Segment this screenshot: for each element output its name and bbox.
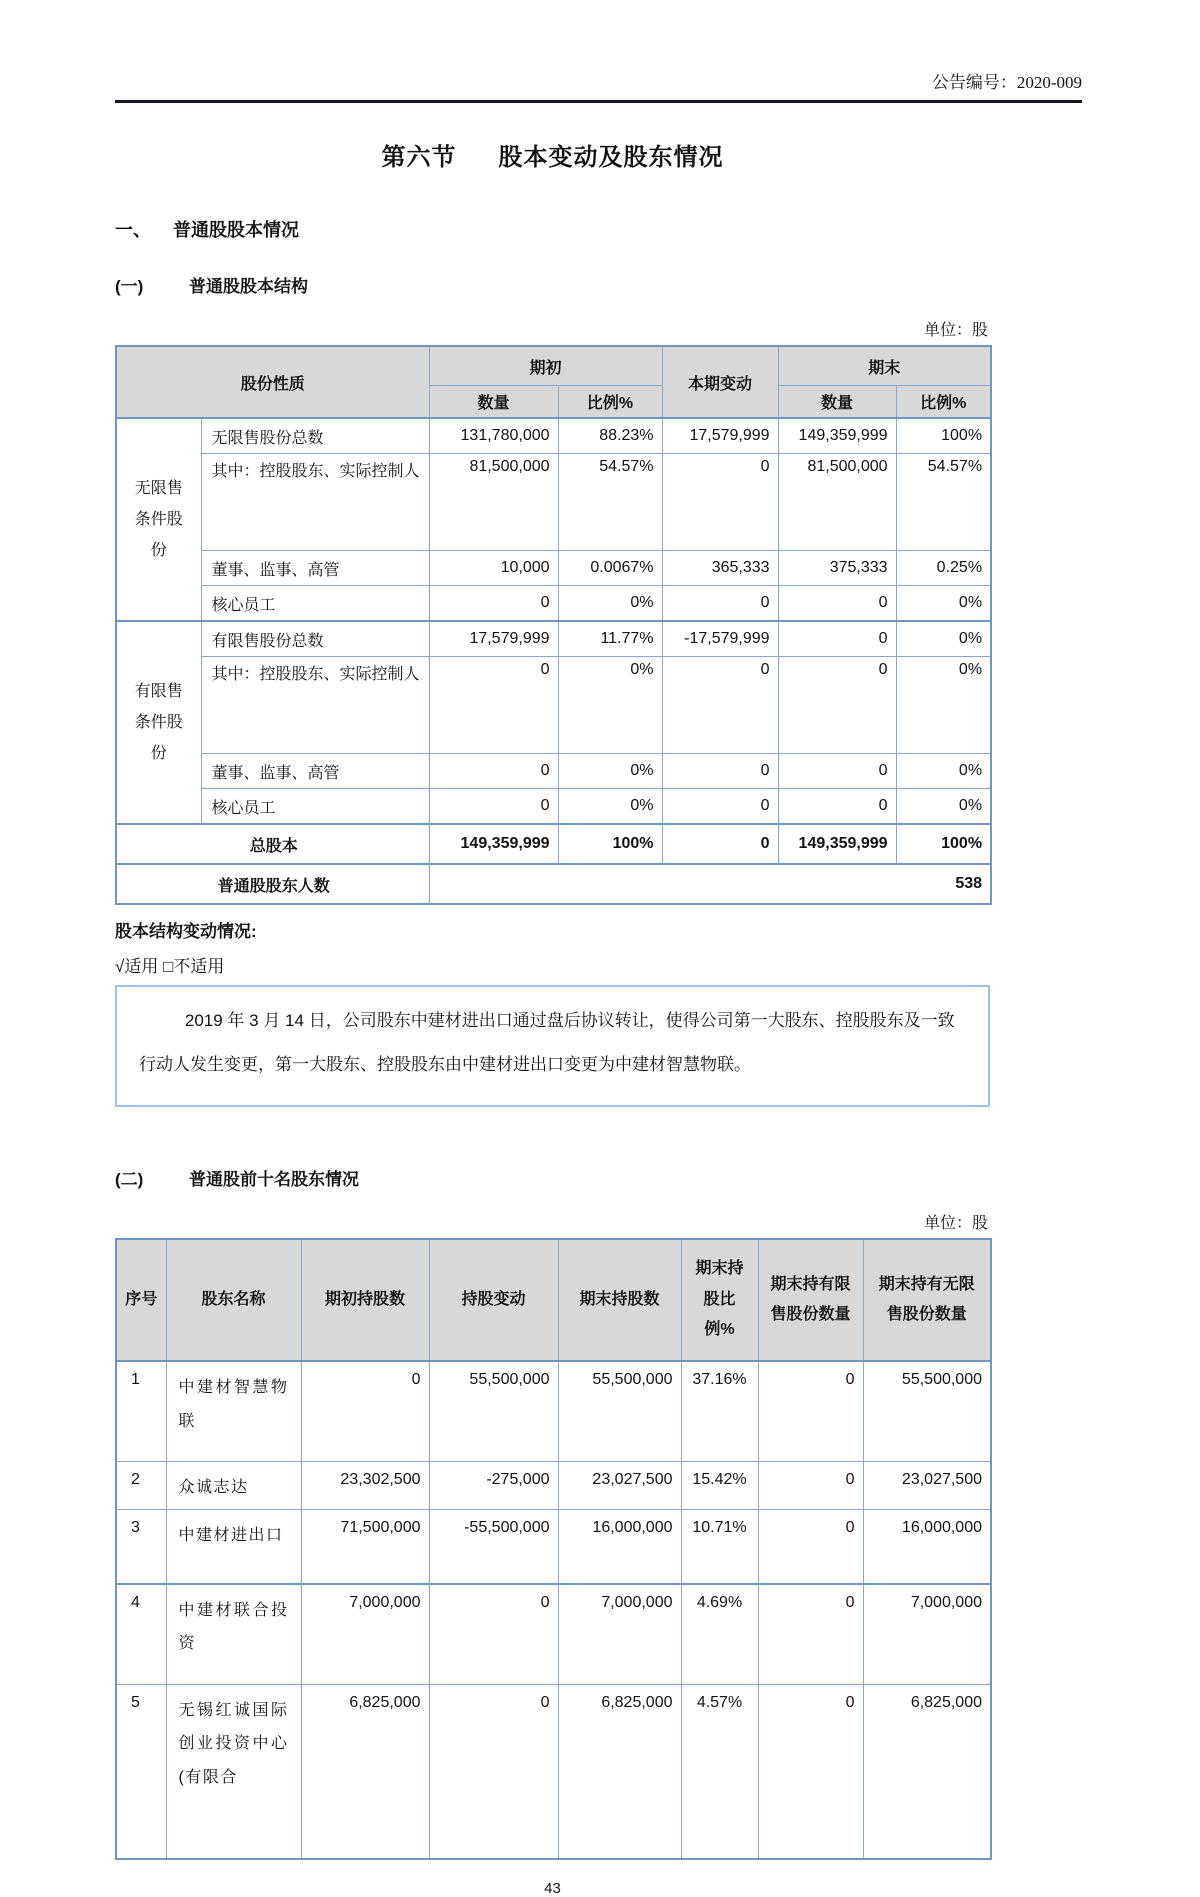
group-label-restricted: 有限售条件股份 (116, 621, 201, 824)
row-label: 其中：控股股东、实际控制人 (201, 657, 429, 754)
table-cell: 7,000,000 (301, 1584, 429, 1685)
top-shareholders-table (115, 1238, 992, 1860)
rank-cell: 5 (116, 1684, 166, 1859)
total-label: 总股本 (116, 824, 429, 864)
table-cell: 23,302,500 (301, 1462, 429, 1510)
table-cell: 131,780,000 (429, 418, 558, 454)
total-row (116, 824, 991, 864)
table-cell: 54.57% (896, 454, 991, 551)
table-cell: 0 (301, 1361, 429, 1462)
rank-cell: 3 (116, 1509, 166, 1584)
table-row (116, 551, 991, 586)
rank-cell: 1 (116, 1361, 166, 1462)
table-cell: 0 (778, 754, 896, 789)
table-cell: 4.57% (681, 1684, 758, 1859)
unit-label: 单位：股 (923, 1215, 988, 1232)
table-cell: 81,500,000 (429, 454, 558, 551)
table-cell: 0% (896, 657, 991, 754)
row-label: 核心员工 (201, 586, 429, 622)
table-cell: 10,000 (429, 551, 558, 586)
table-cell: 0 (778, 586, 896, 622)
unit-label: 单位：股 (923, 322, 988, 339)
row-label: 董事、监事、高管 (201, 754, 429, 789)
table-cell: 88.23% (558, 418, 662, 454)
table-cell: 0 (662, 657, 778, 754)
table-cell: 0 (429, 1684, 558, 1859)
table-cell: 0% (558, 657, 662, 754)
table-cell: 0 (758, 1361, 863, 1462)
table-cell: -275,000 (429, 1462, 558, 1510)
table-cell: 0 (778, 789, 896, 825)
header-cell-qty: 数量 (429, 386, 558, 419)
table-cell: 149,359,999 (778, 824, 896, 864)
table-cell: 100% (896, 824, 991, 864)
table-cell: 37.16% (681, 1361, 758, 1462)
header-cell-end-pct: 期末持股比例% (681, 1239, 758, 1361)
change-note-label: 股本结构变动情况: (115, 922, 257, 941)
table-cell: 7,000,000 (863, 1584, 991, 1685)
page-title (115, 137, 990, 172)
subsection-number: (一) (115, 277, 144, 296)
table-cell: 0 (662, 824, 778, 864)
holders-count: 538 (429, 864, 991, 904)
table-cell: 0 (662, 754, 778, 789)
page-title-text: 股本变动及股东情况 (498, 144, 724, 171)
header-cell-end-shares: 期末持股数 (558, 1239, 681, 1361)
row-label: 董事、监事、高管 (201, 551, 429, 586)
table-cell: 55,500,000 (863, 1361, 991, 1462)
table-cell: 0 (778, 657, 896, 754)
header-cell-name: 股东名称 (166, 1239, 301, 1361)
holders-count-row (116, 864, 991, 904)
table-cell: 375,333 (778, 551, 896, 586)
table-row (116, 657, 991, 754)
header-cell-change: 持股变动 (429, 1239, 558, 1361)
table-cell: 149,359,999 (429, 824, 558, 864)
section-title: 普通股股本情况 (173, 220, 299, 240)
table-row (116, 454, 991, 551)
table-row (116, 789, 991, 825)
table-cell: 0 (778, 621, 896, 657)
shareholder-name: 中建材进出口 (166, 1509, 301, 1584)
table-cell: 0 (758, 1584, 863, 1685)
table-cell: 0% (558, 586, 662, 622)
subsection-number: (二) (115, 1170, 144, 1189)
subsection-title: 普通股股本结构 (189, 277, 308, 296)
table-cell: -17,579,999 (662, 621, 778, 657)
table-cell: 0% (558, 789, 662, 825)
applicable-indicator: √适用 □不适用 (115, 957, 225, 976)
rank-cell: 2 (116, 1462, 166, 1510)
holders-label: 普通股股东人数 (116, 864, 429, 904)
row-label: 有限售股份总数 (201, 621, 429, 657)
document-page (0, 68, 1200, 1897)
shareholder-name: 中建材智慧物联 (166, 1361, 301, 1462)
header-cell-nature: 股份性质 (116, 346, 429, 418)
table-cell: 55,500,000 (558, 1361, 681, 1462)
group-label-unrestricted: 无限售条件股份 (116, 418, 201, 621)
shareholder-name: 中建材联合投资 (166, 1584, 301, 1685)
header-cell-begin: 期初 (429, 346, 662, 386)
shareholder-row (116, 1509, 991, 1584)
header-cell-pct: 比例% (896, 386, 991, 419)
table-cell: 23,027,500 (558, 1462, 681, 1510)
header-cell-change: 本期变动 (662, 346, 778, 418)
shareholder-row (116, 1584, 991, 1685)
header-cell-qty: 数量 (778, 386, 896, 419)
table-cell: 15.42% (681, 1462, 758, 1510)
table-cell: 17,579,999 (662, 418, 778, 454)
table-cell: 0% (896, 621, 991, 657)
table-cell: 100% (896, 418, 991, 454)
table-cell: 0 (758, 1684, 863, 1859)
table-cell: 149,359,999 (778, 418, 896, 454)
table-cell: 7,000,000 (558, 1584, 681, 1685)
shareholder-name: 众诚志达 (166, 1462, 301, 1510)
row-label: 核心员工 (201, 789, 429, 825)
table-cell: 0.0067% (558, 551, 662, 586)
table-cell: 16,000,000 (558, 1509, 681, 1584)
table-row (116, 621, 991, 657)
table-cell: 365,333 (662, 551, 778, 586)
subsection-heading-1-1 (115, 272, 990, 297)
shareholder-row (116, 1684, 991, 1859)
table-cell: 10.71% (681, 1509, 758, 1584)
table-cell: 11.77% (558, 621, 662, 657)
page-content (115, 137, 990, 1897)
table-cell: 6,825,000 (863, 1684, 991, 1859)
table-cell: 0 (429, 586, 558, 622)
row-label: 其中：控股股东、实际控制人 (201, 454, 429, 551)
table-cell: 0 (662, 586, 778, 622)
table-cell: 0% (896, 754, 991, 789)
shareholder-row (116, 1361, 991, 1462)
table-cell: 4.69% (681, 1584, 758, 1685)
table-cell: 0 (429, 754, 558, 789)
change-note-box: 2019 年 3 月 14 日，公司股东中建材进出口通过盘后协议转让，使得公司第一大股东、控股股东及一致行动人发生变更，第一大股东、控股股东由中建材进出口变更为中建材智慧物联。 (115, 985, 990, 1107)
section-number: 一、 (115, 220, 151, 240)
section-heading-1 (115, 216, 990, 242)
table-cell: 6,825,000 (301, 1684, 429, 1859)
table-cell: 55,500,000 (429, 1361, 558, 1462)
header-cell-unrestricted: 期末持有无限售股份数量 (863, 1239, 991, 1361)
table-cell: 16,000,000 (863, 1509, 991, 1584)
page-number: 43 (544, 1879, 561, 1897)
rank-cell: 4 (116, 1584, 166, 1685)
table-cell: 0% (896, 586, 991, 622)
page-title-section-no: 第六节 (381, 144, 457, 171)
table-cell: 0 (429, 657, 558, 754)
table-cell: 81,500,000 (778, 454, 896, 551)
shareholder-row (116, 1462, 991, 1510)
table-row (116, 586, 991, 622)
doc-number: 公告编号：2020-009 (115, 68, 1082, 103)
shareholder-name: 无锡红诚国际创业投资中心(有限合 (166, 1684, 301, 1859)
table-cell: 0 (429, 1584, 558, 1685)
table-cell: 0% (558, 754, 662, 789)
table-cell: 23,027,500 (863, 1462, 991, 1510)
subsection-heading-1-2 (115, 1165, 990, 1190)
table-cell: 6,825,000 (558, 1684, 681, 1859)
subsection-title: 普通股前十名股东情况 (189, 1170, 359, 1189)
table-cell: 0 (758, 1462, 863, 1510)
table-header-row (116, 346, 991, 386)
table-cell: -55,500,000 (429, 1509, 558, 1584)
header-cell-pct: 比例% (558, 386, 662, 419)
table-cell: 0 (662, 454, 778, 551)
share-structure-table (115, 345, 992, 905)
table-cell: 0.25% (896, 551, 991, 586)
table-cell: 0 (662, 789, 778, 825)
table-cell: 71,500,000 (301, 1509, 429, 1584)
header-cell-begin-shares: 期初持股数 (301, 1239, 429, 1361)
table-cell: 54.57% (558, 454, 662, 551)
header-cell-index: 序号 (116, 1239, 166, 1361)
table-cell: 0 (758, 1509, 863, 1584)
table-cell: 17,579,999 (429, 621, 558, 657)
table-row (116, 754, 991, 789)
table-cell: 100% (558, 824, 662, 864)
row-label: 无限售股份总数 (201, 418, 429, 454)
header-cell-restricted: 期末持有限售股份数量 (758, 1239, 863, 1361)
table-cell: 0 (429, 789, 558, 825)
table-cell: 0% (896, 789, 991, 825)
header-cell-end: 期末 (778, 346, 991, 386)
table-row (116, 418, 991, 454)
table-header-row (116, 1239, 991, 1361)
